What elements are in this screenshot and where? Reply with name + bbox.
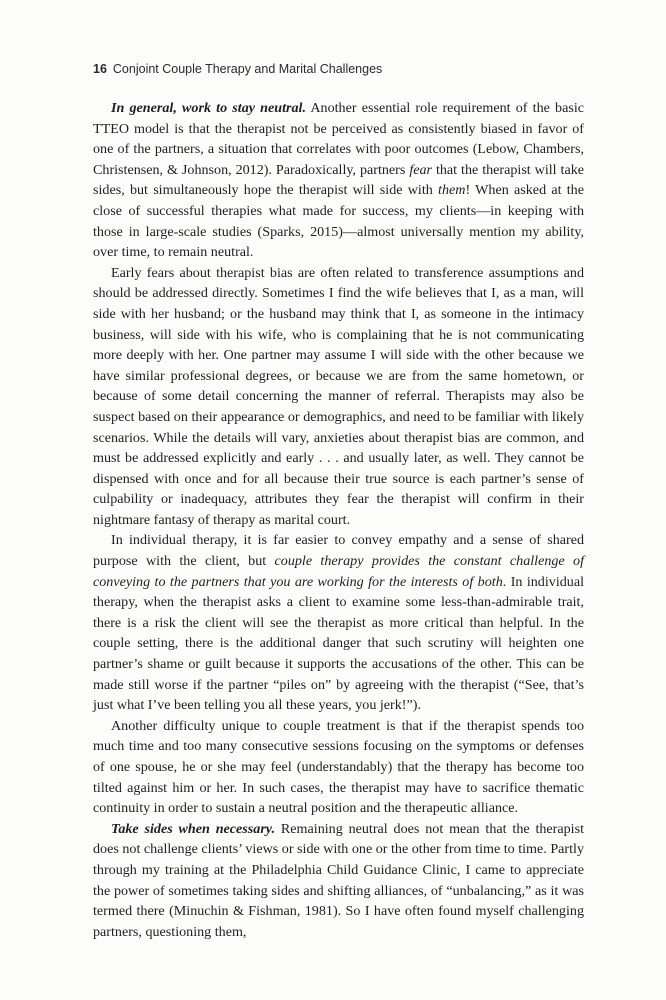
emphasis-text: them <box>438 182 466 199</box>
paragraph-take-sides <box>93 819 584 943</box>
paragraph-stay-neutral <box>93 98 584 263</box>
body-text <box>93 98 584 942</box>
paragraph-text: ! When asked at the close of successful therapies what made for success, my clients—in keeping with those in large-scale studies (Sparks, 2015)—almost universally mention my ability, over time, to remain neutral. <box>93 182 584 261</box>
run-in-heading-stay-neutral: In general, work to stay neutral. <box>111 100 306 116</box>
paragraph-individual-therapy <box>93 530 584 715</box>
paragraph-therapist-bias: Early fears about therapist bias are often related to transference assumptions and should be addressed directly. Sometimes I find the wife believes that I, as a man, will side with her husband; or the husband may think that I, as someone in the intimacy business, will side with his wife, who is complaining that he is not communicating more deeply with her. One partner may assume I will side with the other because we have similar professional degrees, or because we are from the same hometown, or because of some detail concerning the manner of referral. Therapists may also be suspect based on their appearance or demographics, and need to be familiar with likely scenarios. While the details will vary, anxieties about therapist bias are common, and must be addressed explicitly and early . . . and usually later, as well. They cannot be dispensed with once and for all because their true source is each partner’s sense of culpability or inadequacy, attributes they fear the therapist will confirm in their nightmare fantasy of therapy as marital court. <box>93 264 584 528</box>
emphasis-text: couple therapy provides the constant challenge of conveying to the partners that you are working for the interests of both <box>93 553 584 590</box>
emphasis-text: fear <box>409 161 433 178</box>
page-number: 16 <box>93 62 107 76</box>
paragraph-text: that the therapist will take sides, but simultaneously hope the therapist will side with <box>93 161 585 199</box>
paragraph-text: Another essential role requirement of the basic TTEO model is that the therapist not be perceived as consistently biased in favor of one of the partners, a situation that correlates with poor outcomes (Lebow, Chambers, Christensen, & Johnson, 2012). Paradoxically, partners <box>93 100 584 178</box>
paragraph-text: Remaining neutral does not mean that the therapist does not challenge clients’ views or side with one or the other from time to time. Partly through my training at the Philadelphia Child Guidance Clinic, I came to appreciate the power of sometimes taking sides and shifting alliances, of “unbalancing,” as it was termed there (Minuchin & Fishman, 1981). So I have often found myself challenging partners, questioning them, <box>93 820 584 940</box>
running-head <box>93 62 382 76</box>
run-in-heading-take-sides: Take sides when necessary. <box>111 820 276 837</box>
paragraph-couple-treatment-difficulty: Another difficulty unique to couple treatment is that if the therapist spends too much time and too many consecutive sessions focusing on the symptoms or defenses of one spouse, he or she may feel (understandably) that the therapy has become too tilted against him or her. In such cases, the therapist may have to sacrifice thematic continuity in order to sustain a neutral position and the therapeutic alliance. <box>93 717 584 817</box>
paragraph-text: . In individual therapy, when the therapist asks a client to examine some less-than-admirable trait, there is a risk the client will see the therapist as more critical than helpful. In the couple setting, there is the additional danger that such scrutiny will heighten one partner’s shame or guilt because it supports the accusations of the other. This can be made still worse if the partner “piles on” by agreeing with the therapist (“See, that’s just what I’ve been telling you all these years, you jerk!”). <box>93 573 585 714</box>
running-head-title: Conjoint Couple Therapy and Marital Challenges <box>112 62 383 76</box>
paragraph-text: In individual therapy, it is far easier to convey empathy and a sense of shared purpose with the client, but <box>93 532 584 570</box>
